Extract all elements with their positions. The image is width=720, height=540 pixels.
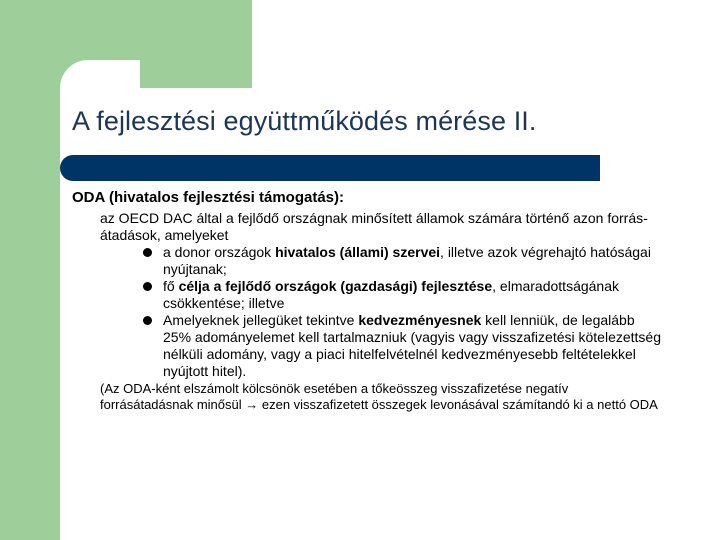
bullet-text-pre: Amelyeknek jellegüket tekintve [163,312,359,328]
bullet-text-pre: fő [163,278,179,294]
section-heading: ODA (hivatalos fejlesztési támogatás): [72,189,345,206]
bullet-text-bold: hivatalos (állami) szervei [275,244,441,260]
bullet-item [163,244,663,278]
slide-body [72,188,672,413]
bullet-text-post: , elmaradottságának csökkentése; illetve [163,278,619,311]
intro-paragraph: az OECD DAC által a fejlődő országnak minősített államok számára történő azon forrás-átadások, amelyeket [100,210,648,243]
bullet-text-pre: a donor országok [163,244,276,260]
bullet-list [72,244,663,380]
green-left-band [0,0,60,540]
title-underline-bar [60,155,600,181]
bullet-icon [143,248,152,257]
bullet-text-post: kell lenniük, de legalább 25% adományelemet kell tartalmazniuk (vagyis vagy visszafizetési kötelezettség nélküli adomány, vagy a piaci hitelfelvételnél kedvezményesebb feltételekkel nyújtott hitel). [163,312,662,379]
bullet-text-post: , illetve azok végrehajtó hatóságai nyújtanak; [163,244,651,277]
bullet-icon [143,282,152,291]
footnote-paragraph: (Az ODA-ként elszámolt kölcsönök esetében a tőkeösszeg visszafizetése negatív forrásátadásnak minősül → ezen visszafizetett összegek levonásával számítandó ki a nettó ODA [100,381,658,412]
bullet-text-bold: célja a fejlődő országok (gazdasági) fejlesztése [178,278,493,294]
slide-title: A fejlesztési együttműködés mérése II. [72,106,537,136]
bullet-text-bold: kedvezményesnek [358,312,482,328]
bullet-icon [143,316,152,325]
bullet-item [163,312,663,380]
bullet-item [163,278,663,312]
